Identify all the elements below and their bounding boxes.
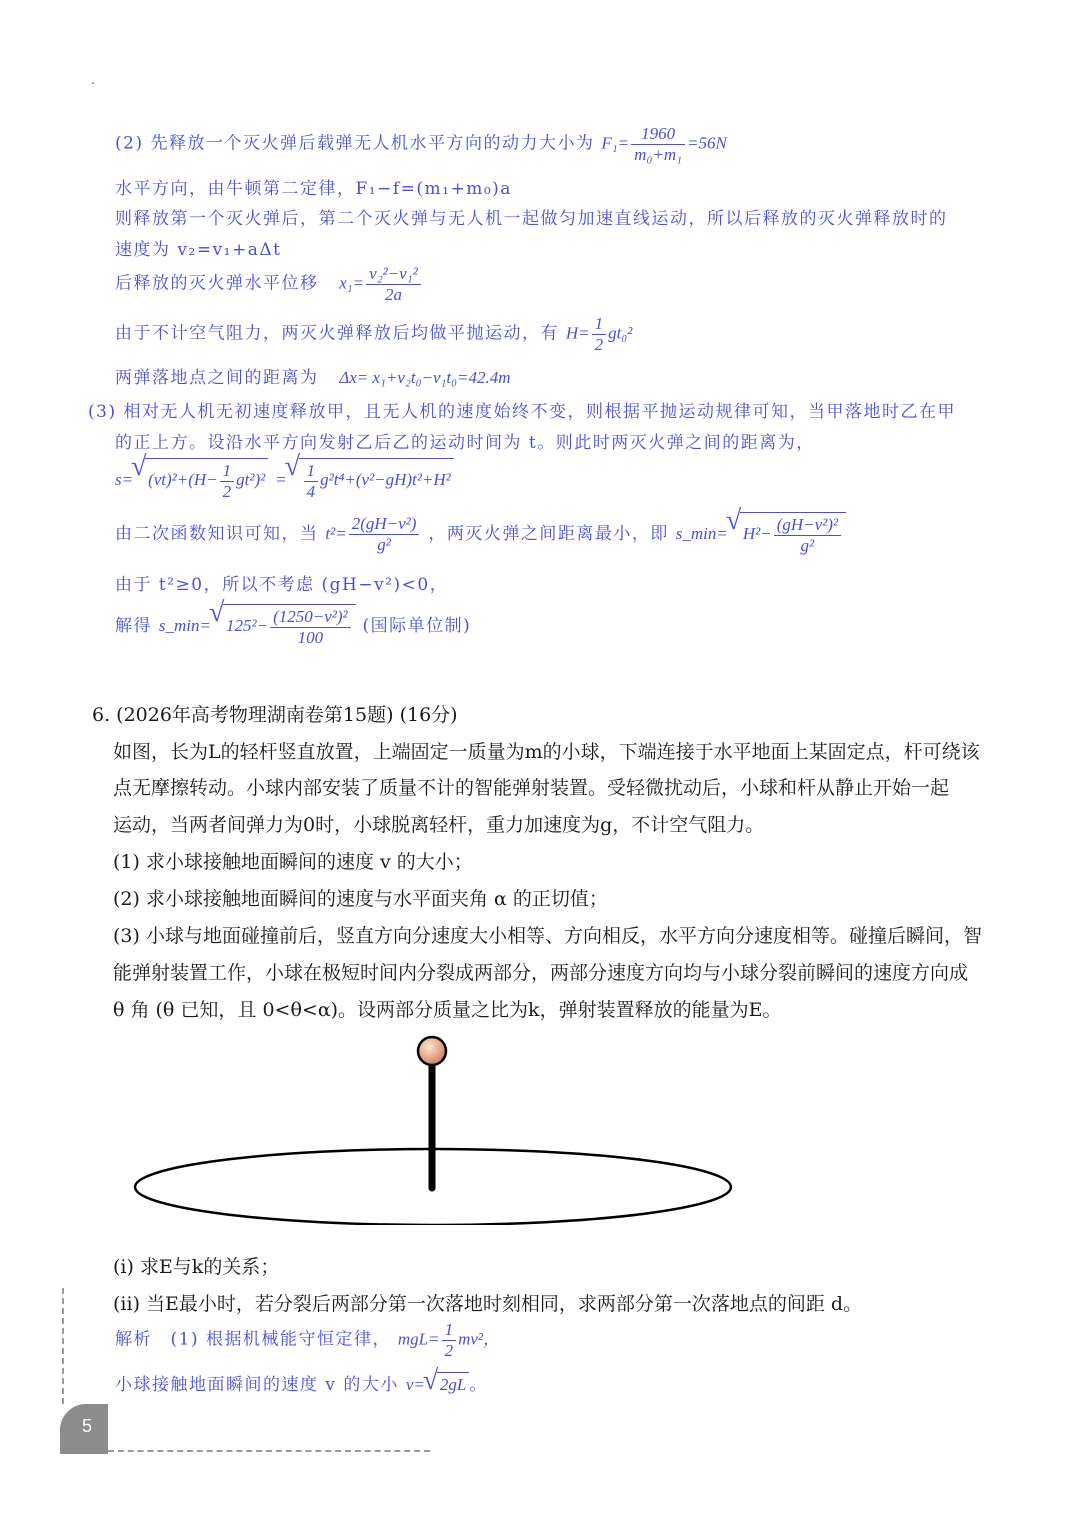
sol2-line6-lhs: H= (565, 323, 590, 343)
sol2-line7 (115, 363, 511, 388)
sol2-line6 (115, 314, 632, 354)
fraction-denominator: 2a (384, 284, 402, 304)
question-3-line-c: θ 角 (θ 已知，且 0<θ<α)。设两部分质量之比为k，弹射装置释放的能量为E。 (113, 999, 782, 1021)
question-3-line-b: 能弹射装置工作，小球在极短时间内分裂成两部分，两部分速度方向均与小球分裂前瞬间的速度方向成 (113, 962, 969, 984)
sol3-line6-smin: s_min= (158, 615, 211, 635)
sol3-line6-sqrt (223, 604, 356, 647)
sqrt-2-part-b: g²t⁴+(v²−gH)t²+H² (320, 469, 451, 489)
sqrt-part-a: 125²− (226, 615, 269, 635)
sol3-line4-text-b: ，两灭火弹之间距离最小，即 (428, 523, 669, 544)
sol3-line4-t2: t²= (325, 523, 347, 543)
sqrt-fraction (774, 515, 841, 555)
sol2-line3: 则释放第一个灭火弹后，第二个灭火弹与无人机一起做匀加速直线运动，所以后释放的灭火弹释放时的 (115, 209, 948, 229)
sol2-line5-lhs: x₁= (339, 273, 365, 293)
sqrt-2 (299, 458, 454, 501)
sol6-line1-rhs: mv²， (458, 1329, 501, 1349)
sol2-line1 (115, 124, 727, 164)
problem-paragraph-3: 运动，当两者间弹力为0时，小球脱离轻杆，重力加速度为g，不计空气阻力。 (113, 814, 765, 836)
fraction-numerator: 1 (220, 461, 235, 482)
fraction-denominator: 4 (306, 481, 316, 501)
sol3-line1: (3) 相对无人机无初速度释放甲，且无人机的速度始终不变，则根据平抛运动规律可知，当甲落地时乙在甲 (88, 402, 956, 422)
sol3-line6-text: 解得 (115, 615, 152, 636)
sol3-line5: 由于 t²≥0，所以不考虑 (gH−v²)<0， (115, 575, 449, 595)
sqrt-1-fraction (220, 461, 235, 501)
fraction-denominator: 2 (594, 334, 604, 354)
sol6-line1-fraction (442, 1320, 457, 1360)
margin-dashed-line-vertical (62, 1288, 64, 1404)
sol6-line1-text: 解析 (1) 根据机械能守恒定律， (115, 1329, 391, 1350)
fraction-numerator: 2(gH−v²) (349, 514, 420, 535)
sol6-line1-lhs: mgL= (397, 1329, 440, 1349)
sol6-line2-tail: 。 (469, 1375, 488, 1395)
fraction-numerator: (1250−v²)² (270, 607, 351, 628)
sqrt-1-part-b: gt²)² (236, 469, 266, 489)
sol6-line2-lhs: v= (405, 1375, 425, 1394)
sol3-line4-smin: s_min= (675, 523, 728, 543)
sol3-line4 (115, 512, 846, 555)
sol3-line4-text-a: 由二次函数知识可知，当 (115, 523, 319, 544)
sol6-line2-sqrt: √ 2gL (437, 1372, 469, 1395)
fraction-denominator: m₀+m₁ (634, 144, 683, 164)
fraction-numerator: 1 (592, 314, 607, 335)
sol3-distance-formula (115, 458, 454, 501)
sol3-line6-tail: (国际单位制) (362, 615, 472, 636)
fraction-denominator: 2 (444, 1340, 454, 1360)
s-lhs: s= (115, 469, 134, 489)
sqrt-1-part-a: (vt)²+(H− (148, 469, 218, 489)
sol6-line2-text: 小球接触地面瞬间的速度 v 的大小 (115, 1375, 399, 1395)
page-number: 5 (82, 1416, 93, 1436)
problem-paragraph-2: 点无摩擦转动。小球内部安装了质量不计的智能弹射装置。受轻微扰动后，小球和杆从静止开始一起 (113, 777, 950, 799)
s-equals: = (275, 469, 287, 489)
sol2-line5 (115, 264, 423, 304)
page-number-tab (60, 1404, 108, 1454)
fraction-numerator: 1 (442, 1320, 457, 1341)
sol2-line4: 速度为 v₂=v₁+aΔt (115, 240, 282, 260)
fraction-numerator: √ 1 (304, 461, 319, 482)
sol2-line5-fraction (366, 264, 421, 304)
rod-ball-figure (120, 1025, 750, 1225)
sol2-line1-rhs: =56N (687, 133, 727, 153)
sol3-line2: 的正上方。设沿水平方向发射乙后乙的运动时间为 t。则此时两灭火弹之间的距离为， (115, 433, 815, 453)
sol2-line1-text: (2) 先释放一个灭火弹后载弹无人机水平方向的动力大小为 (115, 133, 595, 154)
sol2-line5-text: 后释放的灭火弹水平位移 (115, 273, 319, 294)
question-3-i: (i) 求E与k的关系； (113, 1256, 280, 1278)
sol2-line6-rhs: gt₀² (608, 323, 633, 343)
sol2-line7-text: 两弹落地点之间的距离为 (115, 368, 319, 388)
sol2-line6-fraction (592, 314, 607, 354)
fraction-denominator: 100 (297, 627, 324, 647)
page-speck (92, 82, 94, 84)
sqrt-2-fraction (304, 461, 319, 501)
sol2-line1-fraction (631, 124, 685, 164)
problem-header: 6. (2026年高考物理湖南卷第15题) (16分) (92, 704, 458, 726)
sol6-line2 (115, 1370, 488, 1395)
fraction-denominator: g² (800, 535, 815, 555)
small-ball (418, 1037, 446, 1065)
fraction-numerator: v₂²−v₁² (366, 264, 421, 285)
sol3-line4-sqrt (740, 512, 846, 555)
sqrt-part-a: H²− (742, 523, 772, 543)
question-3-ii: (ii) 当E最小时，若分裂后两部分第一次落地时刻相同，求两部分第一次落地点的间距 d。 (113, 1293, 863, 1315)
fraction-numerator: 1960 (631, 124, 685, 145)
question-3-line-a: (3) 小球与地面碰撞前后，竖直方向分速度大小相等、方向相反，水平方向分速度相等。碰撞后瞬间，智 (113, 925, 982, 947)
sol2-line1-lhs: F₁= (601, 133, 630, 153)
problem-paragraph-1: 如图，长为L的轻杆竖直放置，上端固定一质量为m的小球，下端连接于水平地面上某固定点，杆可绕该 (113, 741, 980, 763)
sol3-line6 (115, 604, 471, 647)
sqrt-1 (145, 458, 268, 501)
sol2-line2: 水平方向，由牛顿第二定律，F₁−f=(m₁+m₀)a (115, 179, 512, 199)
sol6-line1 (115, 1320, 500, 1360)
sol2-line6-text: 由于不计空气阻力，两灭火弹释放后均做平抛运动，有 (115, 323, 559, 344)
margin-dashed-line-horizontal (108, 1450, 430, 1452)
sqrt-fraction (270, 607, 351, 647)
sol2-line7-math: Δx= x₁+v₂t₀−v₁t₀=42.4m (339, 368, 511, 387)
question-1: (1) 求小球接触地面瞬间的速度 v 的大小； (113, 851, 473, 873)
fraction-denominator: 2 (222, 481, 232, 501)
sol3-line4-fraction (349, 514, 420, 554)
fraction-numerator: (gH−v²)² (774, 515, 841, 536)
question-2: (2) 求小球接触地面瞬间的速度与水平面夹角 α 的正切值； (113, 888, 608, 910)
fraction-denominator: g² (377, 534, 391, 554)
